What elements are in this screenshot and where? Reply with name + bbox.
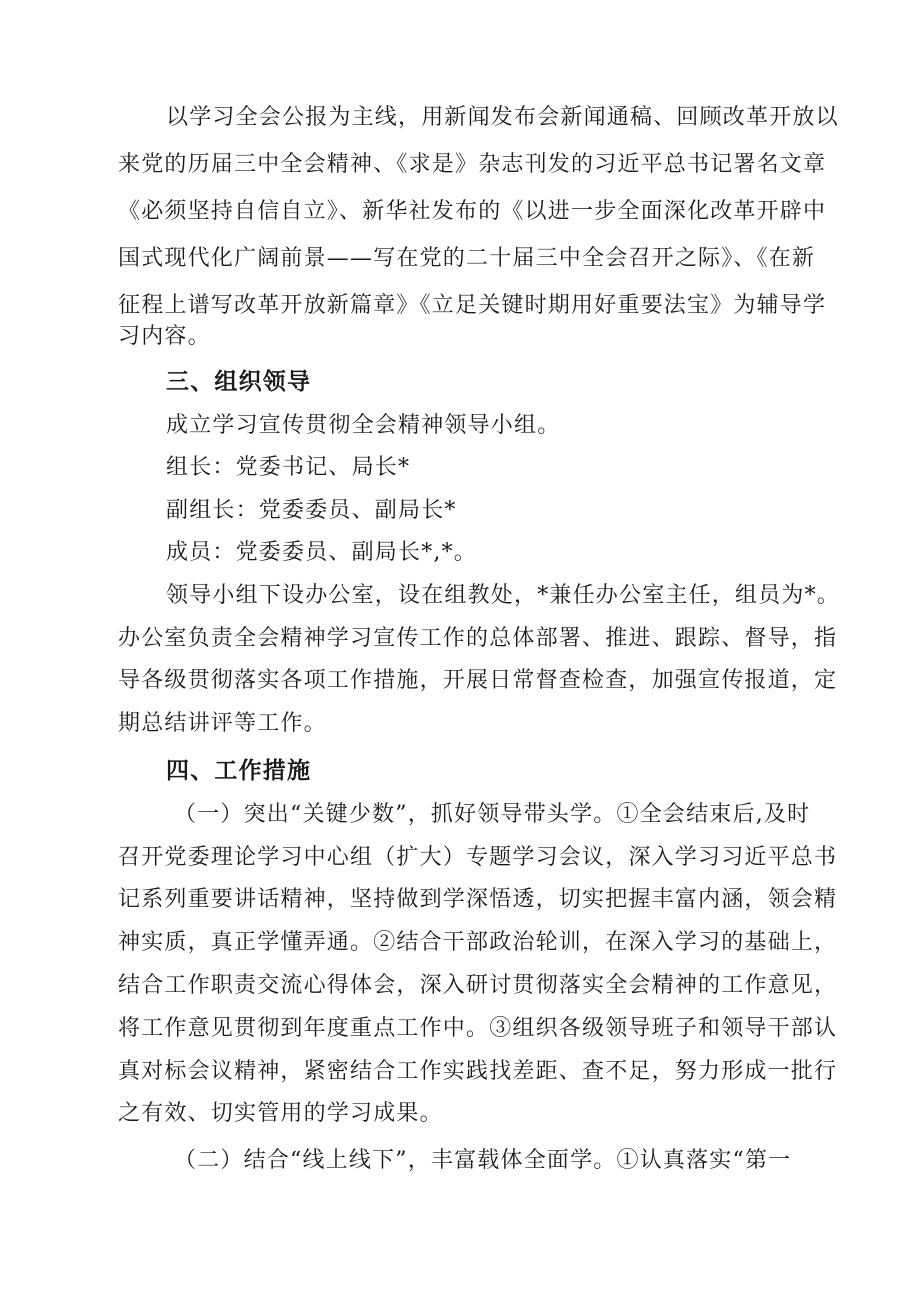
paragraph-line: 期总结讲评等工作。 (118, 711, 327, 736)
paragraph-line: 来党的历届三中全会精神、《求是》杂志刊发的习近平总书记署名文章 (118, 152, 827, 177)
paragraph-line: 真对标会议精神，紧密结合工作实践找差距、查不足，努力形成一批行 (118, 1059, 838, 1084)
section-heading: 四、工作措施 (166, 758, 312, 784)
paragraph-line: 以学习全会公报为主线，用新闻发布会新闻通稿、回顾改革开放以 (166, 105, 839, 130)
members-line: 成员：党委委员、副局长*,*。 (166, 540, 477, 565)
paragraph-line: 将工作意见贯彻到年度重点工作中。③组织各级领导班子和领导干部认 (118, 1016, 838, 1041)
paragraph-line: 成立学习宣传贯彻全会精神领导小组。 (166, 413, 561, 438)
section-heading: 三、组织领导 (166, 369, 312, 395)
paragraph-line: 习内容。 (118, 324, 211, 349)
paragraph-line: 之有效、切实管用的学习成果。 (118, 1101, 443, 1126)
paragraph-line: 征程上谱写改革开放新篇章》《立足关键时期用好重要法宝》为辅导学 (118, 293, 827, 318)
paragraph-line: 结合工作职责交流心得体会，深入研讨贯彻落实全会精神的工作意见， (118, 973, 838, 998)
paragraph-line: 国式现代化广阔前景——写在党的二十届三中全会召开之际》、《在新 (118, 246, 816, 271)
paragraph-line: （二）结合“线上线下”，丰富载体全面学。①认真落实“第一 (174, 1148, 792, 1173)
paragraph-line: 召开党委理论学习中心组（扩大）专题学习会议，深入学习习近平总书 (118, 845, 838, 870)
paragraph-line: 导各级贯彻落实各项工作措施，开展日常督查检查，加强宣传报道，定 (118, 668, 838, 693)
paragraph-line: 神实质，真正学懂弄通。②结合干部政治轮训，在深入学习的基础上， (118, 930, 838, 955)
paragraph-line: （一）突出“关键少数”，抓好领导带头学。①全会结束后,及时 (174, 802, 811, 827)
paragraph-line: 领导小组下设办公室，设在组教处，*兼任办公室主任，组员为*。 (166, 583, 841, 608)
paragraph-line: 办公室负责全会精神学习宣传工作的总体部署、推进、跟踪、督导，指 (118, 626, 838, 651)
paragraph-line: 《必须坚持自信自立》、新华社发布的《以进一步全面深化改革开辟中 (118, 199, 827, 224)
leader-line: 组长：党委书记、局长* (166, 455, 411, 480)
paragraph-line: 记系列重要讲话精神，坚持做到学深悟透，切实把握丰富内涵，领会精 (118, 887, 838, 912)
deputy-line: 副组长：党委委员、副局长* (166, 498, 457, 523)
